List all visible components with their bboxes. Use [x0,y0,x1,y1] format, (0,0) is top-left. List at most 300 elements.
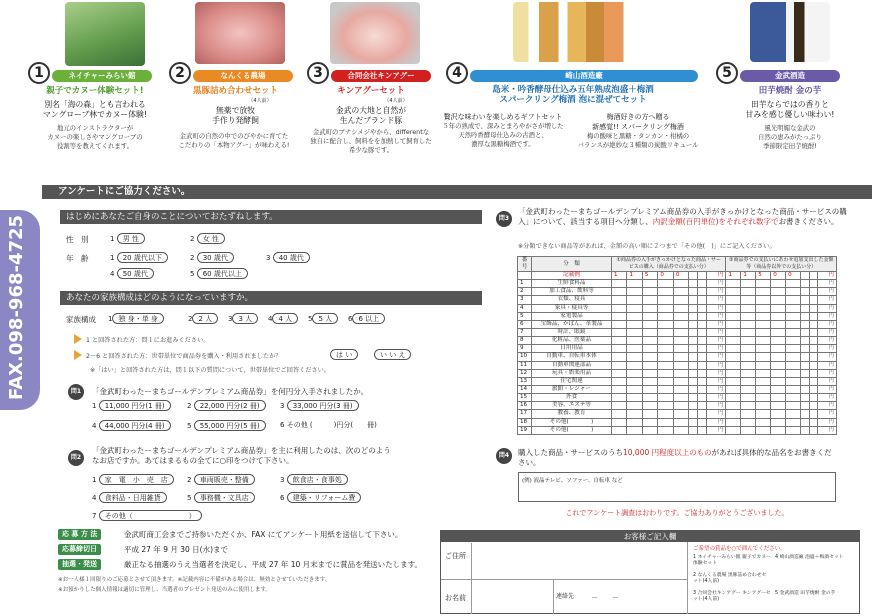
amount-cell[interactable] [642,296,657,304]
amount-cell[interactable] [771,426,786,434]
amount-cell[interactable] [756,280,771,288]
amount-cell[interactable] [627,361,642,369]
amount-cell[interactable] [809,328,818,336]
amount-cell[interactable] [741,394,756,402]
amount-cell[interactable] [689,320,698,328]
amount-cell[interactable] [612,418,627,426]
amount-cell[interactable] [786,410,801,418]
amount-cell[interactable] [809,385,818,393]
amount-cell[interactable] [612,377,627,385]
amount-cell[interactable] [627,402,642,410]
sex-option-female[interactable]: 2 女 性 [190,233,225,244]
amount-cell[interactable] [756,304,771,312]
amount-cell[interactable] [786,402,801,410]
amount-cell[interactable] [809,410,818,418]
family-option-6[interactable]: 6 6 以上 [348,313,385,324]
amount-cell[interactable] [658,369,673,377]
amount-cell[interactable] [698,394,707,402]
amount-cell[interactable] [689,353,698,361]
amount-cell[interactable] [801,312,810,320]
amount-cell[interactable] [673,296,688,304]
amount-cell[interactable] [689,280,698,288]
amount-cell[interactable] [771,345,786,353]
amount-cell[interactable] [627,410,642,418]
amount-cell[interactable] [809,296,818,304]
amount-cell[interactable] [786,320,801,328]
amount-cell[interactable] [642,337,657,345]
amount-cell[interactable] [627,369,642,377]
tel-field[interactable]: － － [591,594,619,602]
q2-option-3[interactable]: 3 飲食店・食事処 [280,474,348,485]
q2-option-4[interactable]: 4 食料品・日用雑貨 [92,492,167,503]
amount-cell[interactable] [741,280,756,288]
amount-cell[interactable] [612,296,627,304]
household-yes-option[interactable]: は い [330,349,358,360]
amount-cell[interactable] [756,296,771,304]
amount-cell[interactable] [756,394,771,402]
amount-cell[interactable] [741,385,756,393]
q1-option-3[interactable]: 3 33,000 円分(3 冊) [280,400,359,411]
amount-cell[interactable] [689,418,698,426]
amount-cell[interactable] [801,402,810,410]
amount-cell[interactable] [771,280,786,288]
amount-cell[interactable] [642,402,657,410]
amount-cell[interactable] [786,345,801,353]
amount-cell[interactable] [741,312,756,320]
amount-cell[interactable] [689,385,698,393]
amount-cell[interactable] [726,418,741,426]
age-option-4[interactable]: 4 50 歳代 [110,268,154,279]
amount-cell[interactable] [689,377,698,385]
amount-cell[interactable] [658,361,673,369]
amount-cell[interactable] [809,288,818,296]
amount-cell[interactable] [786,394,801,402]
amount-cell[interactable] [658,312,673,320]
amount-cell[interactable] [809,320,818,328]
amount-cell[interactable] [726,394,741,402]
amount-cell[interactable] [698,385,707,393]
amount-cell[interactable] [642,345,657,353]
amount-cell[interactable] [658,385,673,393]
amount-cell[interactable] [689,345,698,353]
amount-cell[interactable] [809,369,818,377]
amount-cell[interactable] [771,353,786,361]
amount-cell[interactable] [726,304,741,312]
sex-option-male[interactable]: 1 男 性 [110,233,145,244]
amount-cell[interactable] [726,337,741,345]
q2-option-7[interactable]: 7 その他（ ） [92,510,202,521]
amount-cell[interactable] [801,288,810,296]
amount-cell[interactable] [658,418,673,426]
amount-cell[interactable] [689,288,698,296]
amount-cell[interactable] [726,385,741,393]
amount-cell[interactable] [741,410,756,418]
amount-cell[interactable] [673,369,688,377]
amount-cell[interactable] [771,288,786,296]
amount-cell[interactable] [658,353,673,361]
amount-cell[interactable] [801,410,810,418]
amount-cell[interactable] [612,345,627,353]
amount-cell[interactable] [698,410,707,418]
q2-option-5[interactable]: 5 事務機・文具店 [187,492,255,503]
amount-cell[interactable] [726,312,741,320]
amount-cell[interactable] [756,328,771,336]
amount-cell[interactable] [801,296,810,304]
amount-cell[interactable] [771,402,786,410]
amount-cell[interactable] [801,320,810,328]
amount-cell[interactable] [642,385,657,393]
amount-cell[interactable] [771,385,786,393]
amount-cell[interactable] [698,304,707,312]
amount-cell[interactable] [786,426,801,434]
amount-cell[interactable] [809,280,818,288]
amount-cell[interactable] [612,304,627,312]
amount-cell[interactable] [627,304,642,312]
amount-cell[interactable] [689,394,698,402]
amount-cell[interactable] [801,369,810,377]
amount-cell[interactable] [642,377,657,385]
age-option-1[interactable]: 1 20 歳代以下 [110,252,168,263]
amount-cell[interactable] [642,304,657,312]
amount-cell[interactable] [771,377,786,385]
amount-cell[interactable] [809,304,818,312]
amount-cell[interactable] [756,361,771,369]
amount-cell[interactable] [726,353,741,361]
amount-cell[interactable] [726,328,741,336]
amount-cell[interactable] [612,394,627,402]
amount-cell[interactable] [698,426,707,434]
amount-cell[interactable] [801,280,810,288]
q2-option-1[interactable]: 1 家 電 小 売 店 [92,474,174,485]
amount-cell[interactable] [642,320,657,328]
amount-cell[interactable] [741,320,756,328]
amount-cell[interactable] [698,402,707,410]
amount-cell[interactable] [612,402,627,410]
amount-cell[interactable] [801,345,810,353]
amount-cell[interactable] [612,337,627,345]
amount-cell[interactable] [627,328,642,336]
amount-cell[interactable] [642,361,657,369]
amount-cell[interactable] [673,418,688,426]
amount-cell[interactable] [689,312,698,320]
amount-cell[interactable] [627,280,642,288]
amount-cell[interactable] [658,402,673,410]
amount-cell[interactable] [673,312,688,320]
amount-cell[interactable] [786,337,801,345]
amount-cell[interactable] [642,394,657,402]
amount-cell[interactable] [801,394,810,402]
amount-cell[interactable] [771,312,786,320]
amount-cell[interactable] [658,320,673,328]
amount-cell[interactable] [741,345,756,353]
amount-cell[interactable] [698,361,707,369]
amount-cell[interactable] [809,345,818,353]
amount-cell[interactable] [689,337,698,345]
amount-cell[interactable] [673,280,688,288]
amount-cell[interactable] [627,394,642,402]
amount-cell[interactable] [627,296,642,304]
amount-cell[interactable] [756,353,771,361]
amount-cell[interactable] [771,304,786,312]
amount-cell[interactable] [809,312,818,320]
amount-cell[interactable] [726,402,741,410]
amount-cell[interactable] [809,426,818,434]
amount-cell[interactable] [809,353,818,361]
amount-cell[interactable] [673,426,688,434]
amount-cell[interactable] [741,337,756,345]
amount-cell[interactable] [627,377,642,385]
prize-choice-4[interactable]: 4 崎山酒造廠 泡盛＋梅酒セット [775,555,844,560]
amount-cell[interactable] [771,369,786,377]
amount-cell[interactable] [698,377,707,385]
amount-cell[interactable] [741,426,756,434]
amount-cell[interactable] [612,361,627,369]
amount-cell[interactable] [771,394,786,402]
amount-cell[interactable] [689,361,698,369]
amount-cell[interactable] [642,280,657,288]
amount-cell[interactable] [673,337,688,345]
amount-cell[interactable] [786,288,801,296]
amount-cell[interactable] [756,337,771,345]
age-option-2[interactable]: 2 30 歳代 [190,252,234,263]
family-option-5[interactable]: 5 5 人 [308,313,338,324]
amount-cell[interactable] [809,377,818,385]
amount-cell[interactable] [673,345,688,353]
amount-cell[interactable] [801,361,810,369]
amount-cell[interactable] [726,320,741,328]
amount-cell[interactable] [698,369,707,377]
amount-cell[interactable] [756,402,771,410]
amount-cell[interactable] [726,345,741,353]
amount-cell[interactable] [771,328,786,336]
amount-cell[interactable] [698,320,707,328]
amount-cell[interactable] [801,328,810,336]
family-option-3[interactable]: 3 3 人 [228,313,258,324]
amount-cell[interactable] [756,418,771,426]
amount-cell[interactable] [809,337,818,345]
amount-cell[interactable] [741,328,756,336]
amount-cell[interactable] [786,280,801,288]
amount-cell[interactable] [627,312,642,320]
amount-cell[interactable] [809,418,818,426]
amount-cell[interactable] [612,280,627,288]
age-option-5[interactable]: 5 60 歳代以上 [190,268,248,279]
amount-cell[interactable] [786,361,801,369]
amount-cell[interactable] [809,361,818,369]
amount-cell[interactable] [673,385,688,393]
amount-cell[interactable] [756,426,771,434]
amount-cell[interactable] [658,426,673,434]
amount-cell[interactable] [741,296,756,304]
q1-option-4[interactable]: 4 44,000 円分(4 冊) [92,420,171,431]
amount-cell[interactable] [786,377,801,385]
prize-choice-5[interactable]: 5 金武酒造 田芋焼酎 金の芋 [775,591,836,596]
amount-cell[interactable] [673,377,688,385]
amount-cell[interactable] [642,369,657,377]
amount-cell[interactable] [756,312,771,320]
q1-option-6[interactable]: 6 その他 ( )円分( 冊) [280,421,377,429]
amount-cell[interactable] [698,312,707,320]
amount-cell[interactable] [627,320,642,328]
amount-cell[interactable] [673,288,688,296]
amount-cell[interactable] [809,394,818,402]
amount-cell[interactable] [642,353,657,361]
amount-cell[interactable] [726,410,741,418]
q1-option-2[interactable]: 2 22,000 円分(2 冊) [187,400,266,411]
q4-answer-box[interactable]: (例) 液晶テレビ、ソファー、自転車 など [518,472,836,502]
q1-option-1[interactable]: 1 11,000 円分(1 冊) [92,400,171,411]
amount-cell[interactable] [698,280,707,288]
amount-cell[interactable] [756,377,771,385]
amount-cell[interactable] [741,353,756,361]
amount-cell[interactable] [612,385,627,393]
amount-cell[interactable] [741,402,756,410]
amount-cell[interactable] [642,288,657,296]
amount-cell[interactable] [741,304,756,312]
amount-cell[interactable] [726,377,741,385]
family-option-2[interactable]: 2 2 人 [188,313,218,324]
amount-cell[interactable] [698,353,707,361]
amount-cell[interactable] [658,337,673,345]
amount-cell[interactable] [726,361,741,369]
amount-cell[interactable] [726,280,741,288]
amount-cell[interactable] [786,385,801,393]
amount-cell[interactable] [741,369,756,377]
household-no-option[interactable]: い い え [374,349,411,360]
amount-cell[interactable] [673,410,688,418]
amount-cell[interactable] [673,402,688,410]
amount-cell[interactable] [689,304,698,312]
age-option-3[interactable]: 3 40 歳代 [266,252,310,263]
amount-cell[interactable] [741,361,756,369]
amount-cell[interactable] [698,328,707,336]
amount-cell[interactable] [627,288,642,296]
amount-cell[interactable] [642,328,657,336]
amount-cell[interactable] [756,385,771,393]
amount-cell[interactable] [771,320,786,328]
family-option-4[interactable]: 4 4 人 [268,313,298,324]
amount-cell[interactable] [642,418,657,426]
amount-cell[interactable] [809,402,818,410]
amount-cell[interactable] [627,418,642,426]
amount-cell[interactable] [698,418,707,426]
amount-cell[interactable] [627,337,642,345]
amount-cell[interactable] [756,345,771,353]
amount-cell[interactable] [689,328,698,336]
amount-cell[interactable] [673,328,688,336]
q1-option-5[interactable]: 5 55,000 円分(5 冊) [187,420,266,431]
amount-cell[interactable] [801,418,810,426]
amount-cell[interactable] [698,288,707,296]
amount-cell[interactable] [771,410,786,418]
amount-cell[interactable] [726,369,741,377]
amount-cell[interactable] [627,385,642,393]
amount-cell[interactable] [612,288,627,296]
amount-cell[interactable] [771,337,786,345]
amount-cell[interactable] [771,361,786,369]
amount-cell[interactable] [801,377,810,385]
address-field[interactable] [471,543,686,579]
amount-cell[interactable] [801,337,810,345]
amount-cell[interactable] [673,394,688,402]
amount-cell[interactable] [786,418,801,426]
amount-cell[interactable] [756,320,771,328]
amount-cell[interactable] [673,361,688,369]
amount-cell[interactable] [756,369,771,377]
amount-cell[interactable] [612,410,627,418]
amount-cell[interactable] [801,426,810,434]
amount-cell[interactable] [741,377,756,385]
amount-cell[interactable] [673,320,688,328]
amount-cell[interactable] [698,337,707,345]
amount-cell[interactable] [612,369,627,377]
q2-option-6[interactable]: 6 建築・リフォーム費 [280,492,361,503]
amount-cell[interactable] [786,312,801,320]
amount-cell[interactable] [786,353,801,361]
amount-cell[interactable] [689,296,698,304]
amount-cell[interactable] [642,410,657,418]
amount-cell[interactable] [627,345,642,353]
amount-cell[interactable] [612,312,627,320]
amount-cell[interactable] [612,353,627,361]
amount-cell[interactable] [726,288,741,296]
amount-cell[interactable] [786,369,801,377]
prize-choice-1[interactable]: 1 ネイチャーみらい館 親子でカヌー体験セット [693,555,771,566]
amount-cell[interactable] [658,345,673,353]
amount-cell[interactable] [741,418,756,426]
amount-cell[interactable] [771,418,786,426]
amount-cell[interactable] [642,426,657,434]
amount-cell[interactable] [658,328,673,336]
amount-cell[interactable] [658,296,673,304]
amount-cell[interactable] [698,296,707,304]
name-field[interactable] [471,580,551,614]
amount-cell[interactable] [642,312,657,320]
amount-cell[interactable] [786,304,801,312]
amount-cell[interactable] [673,353,688,361]
amount-cell[interactable] [658,288,673,296]
amount-cell[interactable] [689,410,698,418]
amount-cell[interactable] [801,385,810,393]
prize-choice-2[interactable]: 2 なんくる農場 黒豚詰め合わせセット(4人前) [693,573,767,584]
amount-cell[interactable] [786,328,801,336]
amount-cell[interactable] [801,353,810,361]
amount-cell[interactable] [612,426,627,434]
amount-cell[interactable] [801,304,810,312]
q2-option-2[interactable]: 2 車両販売・整備 [187,474,255,485]
amount-cell[interactable] [658,280,673,288]
amount-cell[interactable] [612,320,627,328]
amount-cell[interactable] [698,345,707,353]
amount-cell[interactable] [689,369,698,377]
amount-cell[interactable] [756,288,771,296]
amount-cell[interactable] [689,426,698,434]
amount-cell[interactable] [658,304,673,312]
amount-cell[interactable] [726,426,741,434]
amount-cell[interactable] [658,410,673,418]
amount-cell[interactable] [741,288,756,296]
amount-cell[interactable] [673,304,688,312]
amount-cell[interactable] [771,296,786,304]
family-option-1[interactable]: 1 独 身・単 身 [108,313,164,324]
amount-cell[interactable] [627,426,642,434]
amount-cell[interactable] [612,328,627,336]
amount-cell[interactable] [689,402,698,410]
prize-choice-3[interactable]: 3 合同会社キンアグー キンアグーセット(4人前) [693,591,771,602]
amount-cell[interactable] [658,377,673,385]
amount-cell[interactable] [627,353,642,361]
amount-cell[interactable] [658,394,673,402]
